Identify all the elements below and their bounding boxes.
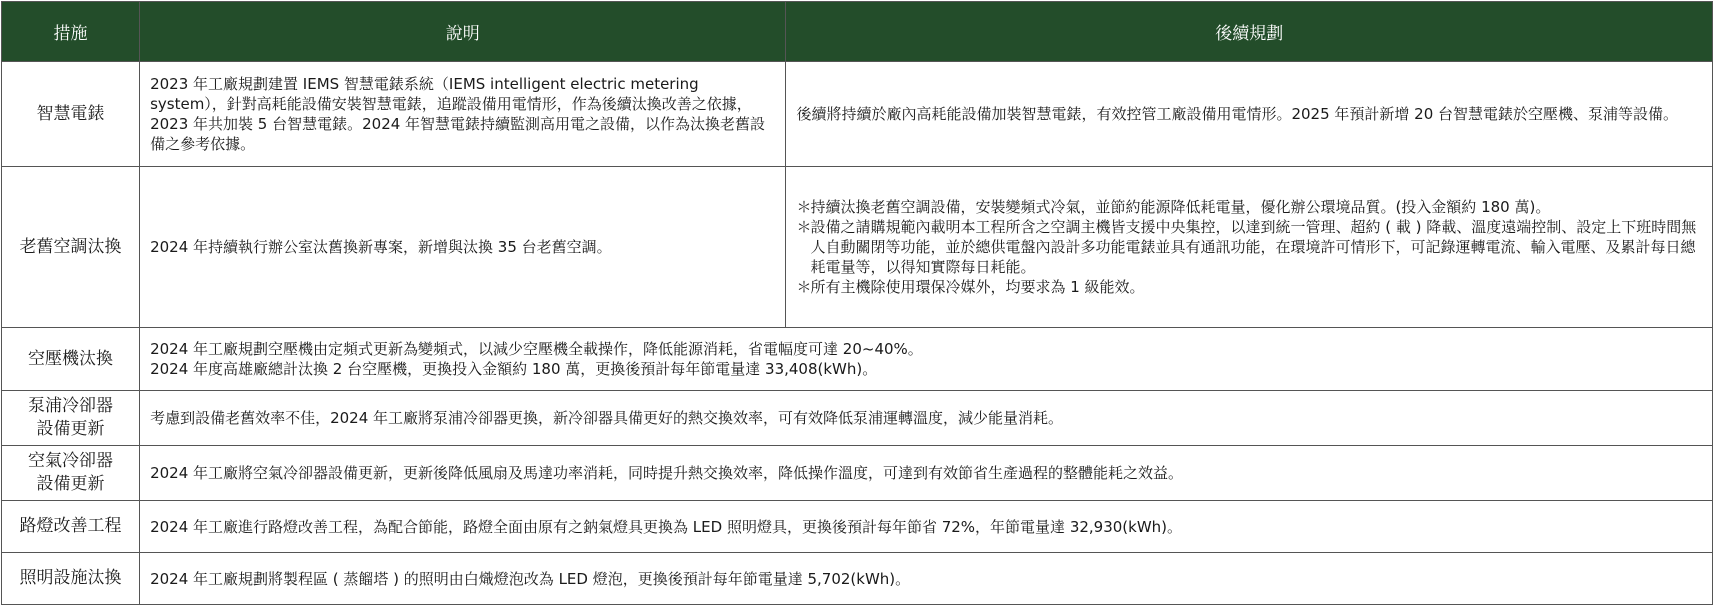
table-row (2, 167, 1713, 328)
description-cell: 2024 年持續執行辦公室汰舊換新專案，新增與汰換 35 台老舊空調。 (140, 167, 786, 328)
bullet-text: 所有主機除使用環保冷媒外，均要求為 1 級能效。 (810, 278, 1145, 296)
bullet-mark: ＊ (796, 218, 812, 236)
description-cell (140, 328, 1713, 391)
plan-bullet (796, 197, 1702, 217)
header-plan: 後續規劃 (786, 2, 1713, 62)
measure-cell: 空壓機汰換 (2, 328, 140, 391)
bullet-text: 持續汰換老舊空調設備，安裝變頻式冷氣，並節約能源降低耗電量，優化辦公環境品質。(投入金額約 180 萬)。 (810, 198, 1551, 216)
measure-cell: 路燈改善工程 (2, 501, 140, 553)
bullet-mark: ＊ (796, 198, 812, 216)
description-cell: 2024 年工廠規劃將製程區 ( 蒸餾塔 ) 的照明由白熾燈泡改為 LED 燈泡，更換後預計每年節電量達 5,702(kWh)。 (140, 553, 1713, 605)
plan-cell: 後續將持續於廠內高耗能設備加裝智慧電錶，有效控管工廠設備用電情形。2025 年預計新增 20 台智慧電錶於空壓機、泵浦等設備。 (786, 62, 1713, 167)
header-description: 說明 (140, 2, 786, 62)
measure-line: 泵浦冷卻器 (28, 396, 114, 416)
description-line: 2024 年度高雄廠總計汰換 2 台空壓機，更換投入金額約 180 萬，更換後預計每年節電量達 33,408(kWh)。 (150, 360, 878, 378)
table-row (2, 62, 1713, 167)
plan-bullet (796, 277, 1702, 297)
measure-cell: 老舊空調汰換 (2, 167, 140, 328)
header-measure: 措施 (2, 2, 140, 62)
measure-cell (2, 446, 140, 501)
description-cell: 考慮到設備老舊效率不佳，2024 年工廠將泵浦冷卻器更換，新冷卻器具備更好的熱交換效率，可有效降低泵浦運轉溫度，減少能量消耗。 (140, 391, 1713, 446)
measure-cell: 智慧電錶 (2, 62, 140, 167)
plan-bullet (796, 217, 1702, 277)
bullet-text: 設備之請購規範內載明本工程所含之空調主機皆支援中央集控，以達到統一管理、超約 ( 載 ) 降載、溫度遠端控制、設定上下班時間無人自動關閉等功能，並於總供電盤內設計多功能電錶並具有通訊功能，在環境許可情形下，可記錄運轉電流、輸入電壓、及累計每日總耗電量等，以得知實際每日耗能。 (810, 218, 1697, 276)
table-row (2, 501, 1713, 553)
description-line: 2024 年工廠規劃空壓機由定頻式更新為變頻式，以減少空壓機全載操作，降低能源消耗，省電幅度可達 20~40%。 (150, 340, 923, 358)
description-cell: 2024 年工廠將空氣冷卻器設備更新，更新後降低風扇及馬達功率消耗，同時提升熱交換效率，降低操作溫度，可達到有效節省生產過程的整體能耗之效益。 (140, 446, 1713, 501)
table-row (2, 328, 1713, 391)
table-row (2, 391, 1713, 446)
description-cell: 2023 年工廠規劃建置 IEMS 智慧電錶系統（IEMS intelligent electric metering system），針對高耗能設備安裝智慧電錶，追蹤設備用電情形，作為後續汰換改善之依據，2023 年共加裝 5 台智慧電錶。2024 年智慧電錶持續監測高用電之設備，以作為汰換老舊設備之參考依據。 (140, 62, 786, 167)
table-row (2, 446, 1713, 501)
energy-measures-table (1, 1, 1713, 605)
description-cell: 2024 年工廠進行路燈改善工程，為配合節能，路燈全面由原有之鈉氣燈具更換為 LED 照明燈具，更換後預計每年節省 72%，年節電量達 32,930(kWh)。 (140, 501, 1713, 553)
measure-cell (2, 391, 140, 446)
bullet-mark: ＊ (796, 278, 812, 296)
measure-cell: 照明設施汰換 (2, 553, 140, 605)
plan-cell (786, 167, 1713, 328)
table-header-row (2, 2, 1713, 62)
measure-line: 空氣冷卻器 (28, 451, 114, 471)
table-row (2, 553, 1713, 605)
measure-line: 設備更新 (36, 474, 105, 494)
measure-line: 設備更新 (36, 419, 105, 439)
